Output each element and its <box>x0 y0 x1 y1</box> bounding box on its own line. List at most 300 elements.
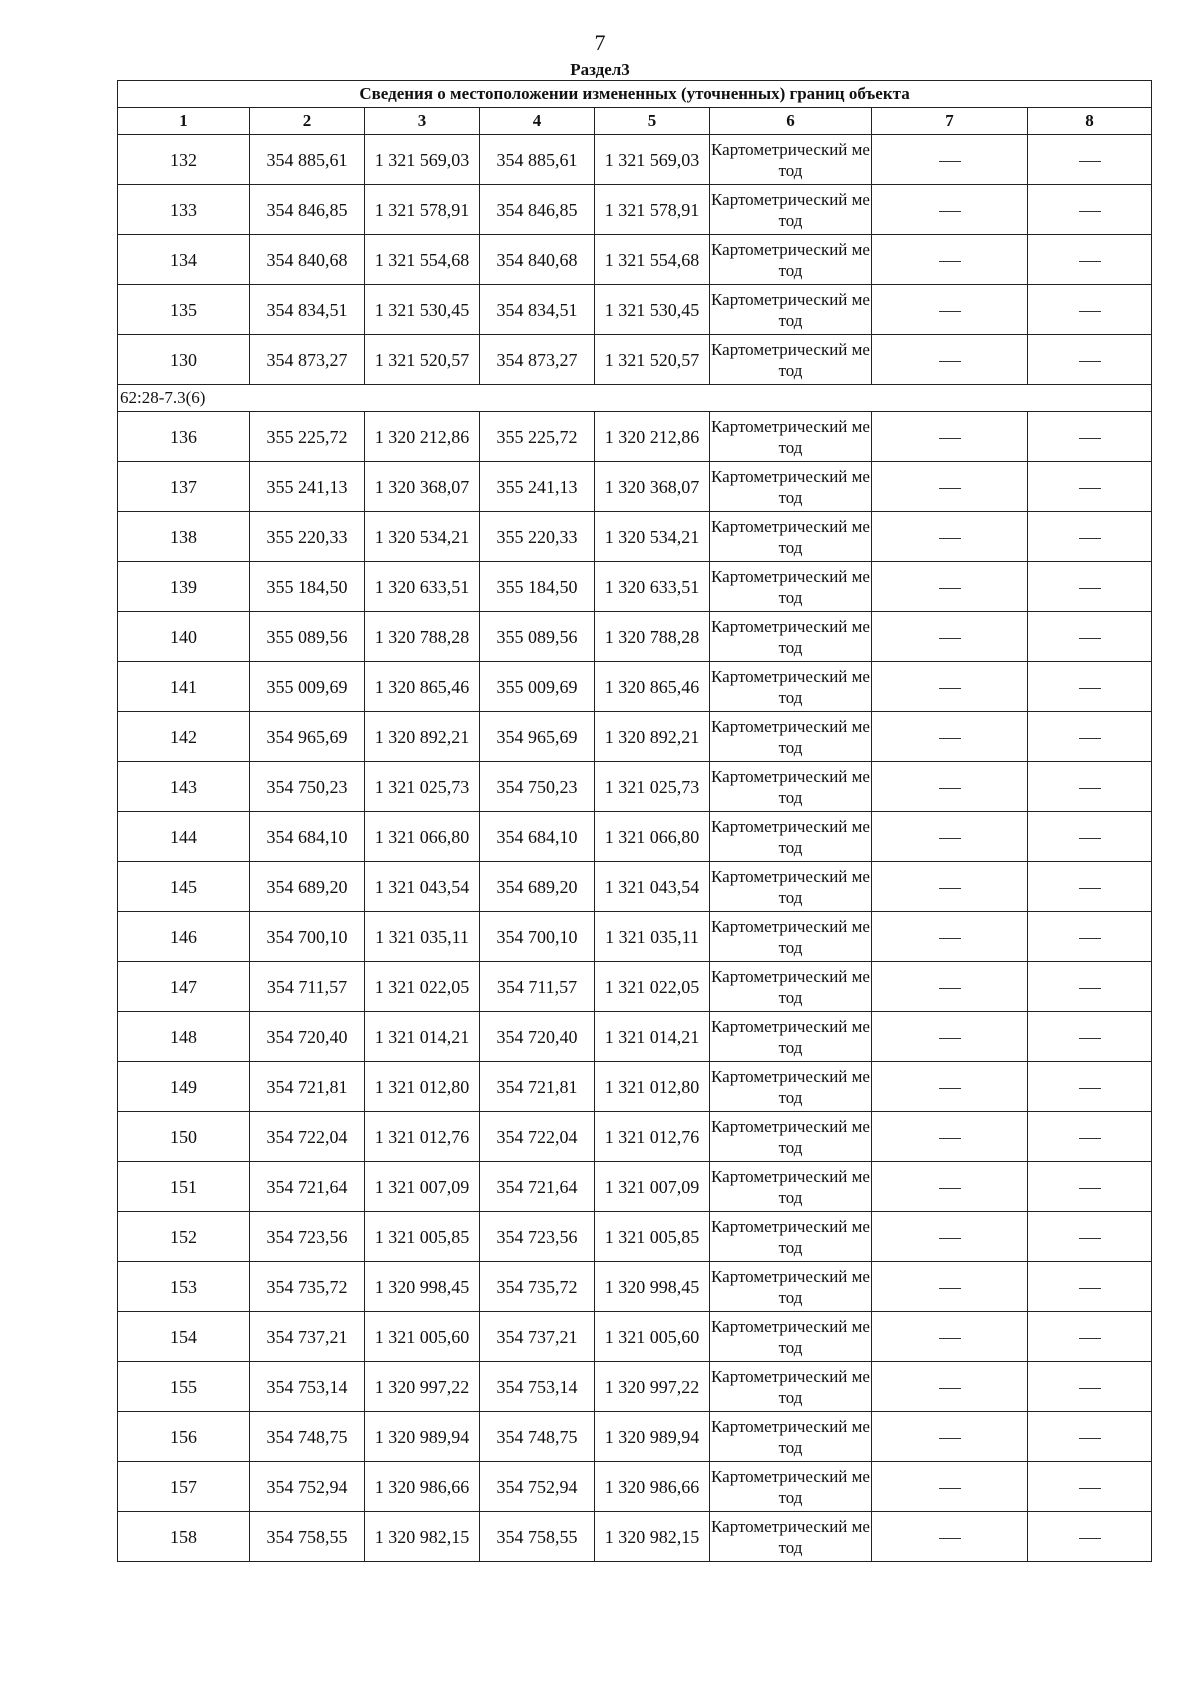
method-cell: Картометрический метод <box>710 962 872 1012</box>
coordinate-cell: 354 720,40 <box>250 1012 365 1062</box>
point-number-cell: 154 <box>118 1312 250 1362</box>
empty-value-cell <box>872 185 1028 235</box>
dash-mark <box>939 1488 961 1489</box>
dash-mark <box>1079 588 1101 589</box>
empty-value-cell <box>872 1062 1028 1112</box>
dash-mark <box>1079 1538 1101 1539</box>
method-cell: Картометрический метод <box>710 812 872 862</box>
dash-mark <box>1079 538 1101 539</box>
empty-value-cell <box>1028 562 1152 612</box>
empty-value-cell <box>1028 462 1152 512</box>
column-header-2: 2 <box>250 108 365 135</box>
dash-mark <box>939 488 961 489</box>
method-cell: Картометрический метод <box>710 1212 872 1262</box>
table-row <box>118 862 1152 912</box>
table-row <box>118 512 1152 562</box>
coordinate-cell: 354 752,94 <box>250 1462 365 1512</box>
empty-value-cell <box>1028 1112 1152 1162</box>
coordinate-cell: 355 241,13 <box>480 462 595 512</box>
point-number-cell: 157 <box>118 1462 250 1512</box>
dash-mark <box>939 311 961 312</box>
coordinate-cell: 1 321 578,91 <box>595 185 710 235</box>
empty-value-cell <box>872 462 1028 512</box>
coordinate-cell: 354 758,55 <box>480 1512 595 1562</box>
empty-value-cell <box>1028 1012 1152 1062</box>
empty-value-cell <box>872 1412 1028 1462</box>
coordinate-cell: 1 321 035,11 <box>595 912 710 962</box>
coordinate-cell: 354 750,23 <box>250 762 365 812</box>
coordinate-cell: 1 320 534,21 <box>365 512 480 562</box>
empty-value-cell <box>872 662 1028 712</box>
method-cell: Картометрический метод <box>710 1112 872 1162</box>
coordinate-cell: 1 321 012,80 <box>365 1062 480 1112</box>
coordinate-cell: 354 873,27 <box>250 335 365 385</box>
method-cell: Картометрический метод <box>710 462 872 512</box>
coordinate-cell: 1 321 569,03 <box>365 135 480 185</box>
method-cell: Картометрический метод <box>710 1362 872 1412</box>
table-row <box>118 1012 1152 1062</box>
coordinate-cell: 355 089,56 <box>480 612 595 662</box>
coordinate-cell: 1 321 012,76 <box>595 1112 710 1162</box>
point-number-cell: 158 <box>118 1512 250 1562</box>
coordinates-table <box>117 80 1152 1562</box>
method-cell: Картометрический метод <box>710 335 872 385</box>
point-number-cell: 132 <box>118 135 250 185</box>
dash-mark <box>939 1288 961 1289</box>
dash-mark <box>1079 361 1101 362</box>
coordinate-cell: 1 321 014,21 <box>365 1012 480 1062</box>
coordinate-cell: 1 321 005,85 <box>595 1212 710 1262</box>
empty-value-cell <box>872 235 1028 285</box>
coordinate-cell: 354 752,94 <box>480 1462 595 1512</box>
coordinate-cell: 1 320 997,22 <box>595 1362 710 1412</box>
point-number-cell: 152 <box>118 1212 250 1262</box>
coordinate-cell: 354 689,20 <box>250 862 365 912</box>
dash-mark <box>1079 938 1101 939</box>
coordinate-cell: 1 320 998,45 <box>365 1262 480 1312</box>
empty-value-cell <box>1028 1212 1152 1262</box>
dash-mark <box>1079 738 1101 739</box>
coordinate-cell: 355 220,33 <box>250 512 365 562</box>
empty-value-cell <box>1028 335 1152 385</box>
coordinate-cell: 1 321 554,68 <box>595 235 710 285</box>
coordinate-cell: 1 320 986,66 <box>365 1462 480 1512</box>
column-header-row <box>118 108 1152 135</box>
coordinate-cell: 1 321 025,73 <box>365 762 480 812</box>
dash-mark <box>939 638 961 639</box>
dash-mark <box>939 1438 961 1439</box>
empty-value-cell <box>872 1162 1028 1212</box>
dash-mark <box>939 588 961 589</box>
coordinate-cell: 354 735,72 <box>250 1262 365 1312</box>
coordinate-cell: 1 320 892,21 <box>595 712 710 762</box>
coordinate-cell: 354 846,85 <box>250 185 365 235</box>
dash-mark <box>939 211 961 212</box>
point-number-cell: 143 <box>118 762 250 812</box>
table-row <box>118 1362 1152 1412</box>
table-row <box>118 1112 1152 1162</box>
dash-mark <box>939 1388 961 1389</box>
table-body <box>118 135 1152 1562</box>
coordinate-cell: 1 320 368,07 <box>595 462 710 512</box>
coordinate-cell: 1 320 865,46 <box>365 662 480 712</box>
coordinate-cell: 355 184,50 <box>250 562 365 612</box>
dash-mark <box>1079 311 1101 312</box>
coordinate-cell: 354 758,55 <box>250 1512 365 1562</box>
empty-value-cell <box>872 1362 1028 1412</box>
coordinate-cell: 1 321 022,05 <box>365 962 480 1012</box>
point-number-cell: 146 <box>118 912 250 962</box>
dash-mark <box>1079 788 1101 789</box>
coordinate-cell: 1 320 865,46 <box>595 662 710 712</box>
table-row <box>118 662 1152 712</box>
coordinate-cell: 1 321 530,45 <box>595 285 710 335</box>
dash-mark <box>939 538 961 539</box>
coordinate-cell: 354 684,10 <box>250 812 365 862</box>
coordinate-cell: 354 723,56 <box>480 1212 595 1262</box>
empty-value-cell <box>872 562 1028 612</box>
point-number-cell: 139 <box>118 562 250 612</box>
coordinate-cell: 355 009,69 <box>250 662 365 712</box>
coordinate-cell: 1 320 986,66 <box>595 1462 710 1512</box>
dash-mark <box>1079 888 1101 889</box>
coordinate-cell: 1 321 554,68 <box>365 235 480 285</box>
coordinate-cell: 355 241,13 <box>250 462 365 512</box>
empty-value-cell <box>1028 135 1152 185</box>
point-number-cell: 145 <box>118 862 250 912</box>
table-row <box>118 235 1152 285</box>
method-cell: Картометрический метод <box>710 185 872 235</box>
empty-value-cell <box>872 1012 1028 1062</box>
coordinate-cell: 354 700,10 <box>250 912 365 962</box>
method-cell: Картометрический метод <box>710 1062 872 1112</box>
dash-mark <box>939 1138 961 1139</box>
empty-value-cell <box>1028 1412 1152 1462</box>
section-title: Раздел3 <box>570 60 630 79</box>
dash-mark <box>939 1238 961 1239</box>
point-number-cell: 156 <box>118 1412 250 1462</box>
point-number-cell: 147 <box>118 962 250 1012</box>
dash-mark <box>1079 1338 1101 1339</box>
coordinate-cell: 354 689,20 <box>480 862 595 912</box>
dash-mark <box>939 1338 961 1339</box>
dash-mark <box>939 838 961 839</box>
dash-mark <box>939 438 961 439</box>
dash-mark <box>1079 1238 1101 1239</box>
coordinate-cell: 1 321 520,57 <box>365 335 480 385</box>
coordinate-cell: 1 320 989,94 <box>595 1412 710 1462</box>
table-row <box>118 1412 1152 1462</box>
method-cell: Картометрический метод <box>710 235 872 285</box>
coordinate-cell: 1 321 014,21 <box>595 1012 710 1062</box>
empty-value-cell <box>872 335 1028 385</box>
group-label-row <box>118 385 1152 412</box>
coordinate-cell: 354 753,14 <box>480 1362 595 1412</box>
dash-mark <box>1079 1438 1101 1439</box>
coordinate-cell: 354 735,72 <box>480 1262 595 1312</box>
coordinate-cell: 354 722,04 <box>480 1112 595 1162</box>
coordinate-cell: 354 711,57 <box>480 962 595 1012</box>
dash-mark <box>939 161 961 162</box>
coordinate-cell: 354 873,27 <box>480 335 595 385</box>
dash-mark <box>939 1538 961 1539</box>
point-number-cell: 140 <box>118 612 250 662</box>
method-cell: Картометрический метод <box>710 662 872 712</box>
table-row <box>118 185 1152 235</box>
empty-value-cell <box>872 285 1028 335</box>
method-cell: Картометрический метод <box>710 612 872 662</box>
method-cell: Картометрический метод <box>710 1162 872 1212</box>
coordinate-cell: 354 723,56 <box>250 1212 365 1262</box>
coordinate-cell: 354 750,23 <box>480 762 595 812</box>
coordinate-cell: 355 225,72 <box>250 412 365 462</box>
coordinate-cell: 354 840,68 <box>480 235 595 285</box>
empty-value-cell <box>872 612 1028 662</box>
table-row <box>118 335 1152 385</box>
coordinate-cell: 354 700,10 <box>480 912 595 962</box>
coordinate-cell: 355 089,56 <box>250 612 365 662</box>
empty-value-cell <box>872 712 1028 762</box>
table-row <box>118 1262 1152 1312</box>
dash-mark <box>1079 1388 1101 1389</box>
coordinate-cell: 354 711,57 <box>250 962 365 1012</box>
empty-value-cell <box>872 862 1028 912</box>
empty-value-cell <box>1028 612 1152 662</box>
empty-value-cell <box>1028 1312 1152 1362</box>
coordinate-cell: 354 965,69 <box>480 712 595 762</box>
empty-value-cell <box>872 912 1028 962</box>
dash-mark <box>1079 438 1101 439</box>
coordinate-cell: 1 320 212,86 <box>365 412 480 462</box>
coordinate-cell: 1 321 012,80 <box>595 1062 710 1112</box>
empty-value-cell <box>1028 1512 1152 1562</box>
coordinate-cell: 1 321 043,54 <box>595 862 710 912</box>
dash-mark <box>939 1188 961 1189</box>
dash-mark <box>1079 1088 1101 1089</box>
coordinate-cell: 354 885,61 <box>480 135 595 185</box>
coordinate-cell: 354 834,51 <box>250 285 365 335</box>
empty-value-cell <box>872 1112 1028 1162</box>
method-cell: Картометрический метод <box>710 1312 872 1362</box>
coordinate-cell: 1 320 788,28 <box>595 612 710 662</box>
dash-mark <box>939 788 961 789</box>
coordinate-cell: 1 321 578,91 <box>365 185 480 235</box>
coordinate-cell: 354 721,64 <box>250 1162 365 1212</box>
dash-mark <box>1079 488 1101 489</box>
point-number-cell: 130 <box>118 335 250 385</box>
method-cell: Картометрический метод <box>710 762 872 812</box>
coordinate-cell: 1 321 012,76 <box>365 1112 480 1162</box>
coordinate-cell: 1 321 005,60 <box>595 1312 710 1362</box>
empty-value-cell <box>872 135 1028 185</box>
empty-value-cell <box>872 1262 1028 1312</box>
coordinate-cell: 1 321 043,54 <box>365 862 480 912</box>
method-cell: Картометрический метод <box>710 912 872 962</box>
coordinate-cell: 355 220,33 <box>480 512 595 562</box>
group-label: 62:28-7.3(6) <box>118 385 1152 412</box>
method-cell: Картометрический метод <box>710 1462 872 1512</box>
method-cell: Картометрический метод <box>710 562 872 612</box>
coordinate-cell: 354 721,81 <box>250 1062 365 1112</box>
dash-mark <box>1079 638 1101 639</box>
method-cell: Картометрический метод <box>710 285 872 335</box>
empty-value-cell <box>1028 862 1152 912</box>
table-row <box>118 135 1152 185</box>
coordinate-cell: 1 320 788,28 <box>365 612 480 662</box>
coordinate-cell: 1 321 530,45 <box>365 285 480 335</box>
dash-mark <box>1079 1138 1101 1139</box>
method-cell: Картометрический метод <box>710 862 872 912</box>
empty-value-cell <box>872 1212 1028 1262</box>
coordinate-cell: 354 748,75 <box>250 1412 365 1462</box>
coordinate-cell: 354 684,10 <box>480 812 595 862</box>
table-row <box>118 412 1152 462</box>
coordinate-cell: 354 885,61 <box>250 135 365 185</box>
dash-mark <box>939 988 961 989</box>
empty-value-cell <box>1028 285 1152 335</box>
coordinate-cell: 1 320 368,07 <box>365 462 480 512</box>
table-row <box>118 1462 1152 1512</box>
empty-value-cell <box>1028 1462 1152 1512</box>
table-row <box>118 762 1152 812</box>
point-number-cell: 142 <box>118 712 250 762</box>
method-cell: Картометрический метод <box>710 512 872 562</box>
dash-mark <box>1079 161 1101 162</box>
coordinate-cell: 1 321 005,85 <box>365 1212 480 1262</box>
point-number-cell: 136 <box>118 412 250 462</box>
coordinate-cell: 354 722,04 <box>250 1112 365 1162</box>
coordinate-cell: 1 320 892,21 <box>365 712 480 762</box>
coordinate-cell: 1 321 569,03 <box>595 135 710 185</box>
dash-mark <box>939 361 961 362</box>
empty-value-cell <box>872 512 1028 562</box>
coordinate-cell: 354 720,40 <box>480 1012 595 1062</box>
coordinate-cell: 1 320 534,21 <box>595 512 710 562</box>
coordinate-cell: 1 320 633,51 <box>365 562 480 612</box>
empty-value-cell <box>1028 712 1152 762</box>
column-header-6: 6 <box>710 108 872 135</box>
empty-value-cell <box>1028 1062 1152 1112</box>
empty-value-cell <box>872 412 1028 462</box>
dash-mark <box>1079 838 1101 839</box>
point-number-cell: 148 <box>118 1012 250 1062</box>
dash-mark <box>1079 211 1101 212</box>
point-number-cell: 144 <box>118 812 250 862</box>
coordinate-cell: 1 321 025,73 <box>595 762 710 812</box>
table-row <box>118 562 1152 612</box>
dash-mark <box>1079 261 1101 262</box>
point-number-cell: 151 <box>118 1162 250 1212</box>
table-row <box>118 1312 1152 1362</box>
method-cell: Картометрический метод <box>710 135 872 185</box>
method-cell: Картометрический метод <box>710 1512 872 1562</box>
dash-mark <box>1079 1288 1101 1289</box>
column-header-1: 1 <box>118 108 250 135</box>
point-number-cell: 153 <box>118 1262 250 1312</box>
coordinate-cell: 1 321 035,11 <box>365 912 480 962</box>
empty-value-cell <box>872 1462 1028 1512</box>
empty-value-cell <box>872 1312 1028 1362</box>
point-number-cell: 133 <box>118 185 250 235</box>
empty-value-cell <box>1028 1262 1152 1312</box>
dash-mark <box>939 888 961 889</box>
point-number-cell: 138 <box>118 512 250 562</box>
coordinate-cell: 354 721,81 <box>480 1062 595 1112</box>
coordinate-cell: 354 965,69 <box>250 712 365 762</box>
method-cell: Картометрический метод <box>710 1412 872 1462</box>
empty-value-cell <box>1028 962 1152 1012</box>
table-row <box>118 962 1152 1012</box>
empty-value-cell <box>1028 1362 1152 1412</box>
coordinate-cell: 1 320 982,15 <box>365 1512 480 1562</box>
point-number-cell: 141 <box>118 662 250 712</box>
empty-value-cell <box>872 1512 1028 1562</box>
empty-value-cell <box>1028 412 1152 462</box>
point-number-cell: 150 <box>118 1112 250 1162</box>
dash-mark <box>1079 688 1101 689</box>
point-number-cell: 155 <box>118 1362 250 1412</box>
coordinate-cell: 354 737,21 <box>480 1312 595 1362</box>
coordinate-cell: 1 321 520,57 <box>595 335 710 385</box>
empty-value-cell <box>1028 812 1152 862</box>
table-row <box>118 1212 1152 1262</box>
coordinate-cell: 1 321 007,09 <box>365 1162 480 1212</box>
point-number-cell: 137 <box>118 462 250 512</box>
coordinate-cell: 1 320 997,22 <box>365 1362 480 1412</box>
column-header-3: 3 <box>365 108 480 135</box>
coordinate-cell: 355 184,50 <box>480 562 595 612</box>
coordinate-cell: 355 225,72 <box>480 412 595 462</box>
coordinate-cell: 354 748,75 <box>480 1412 595 1462</box>
empty-value-cell <box>1028 185 1152 235</box>
empty-value-cell <box>1028 512 1152 562</box>
table-row <box>118 612 1152 662</box>
table-row <box>118 462 1152 512</box>
dash-mark <box>1079 1038 1101 1039</box>
table-row <box>118 1162 1152 1212</box>
dash-mark <box>939 261 961 262</box>
empty-value-cell <box>1028 662 1152 712</box>
empty-value-cell <box>872 812 1028 862</box>
dash-mark <box>939 938 961 939</box>
empty-value-cell <box>872 962 1028 1012</box>
empty-value-cell <box>1028 235 1152 285</box>
coordinate-cell: 354 737,21 <box>250 1312 365 1362</box>
table-row <box>118 812 1152 862</box>
coordinate-cell: 1 320 212,86 <box>595 412 710 462</box>
dash-mark <box>939 738 961 739</box>
coordinate-cell: 1 320 633,51 <box>595 562 710 612</box>
column-header-4: 4 <box>480 108 595 135</box>
method-cell: Картометрический метод <box>710 1262 872 1312</box>
column-header-5: 5 <box>595 108 710 135</box>
coordinate-cell: 1 320 989,94 <box>365 1412 480 1462</box>
dash-mark <box>939 688 961 689</box>
coordinate-cell: 1 321 066,80 <box>595 812 710 862</box>
empty-value-cell <box>1028 912 1152 962</box>
dash-mark <box>1079 1488 1101 1489</box>
table-row <box>118 1512 1152 1562</box>
coordinate-cell: 1 321 022,05 <box>595 962 710 1012</box>
dash-mark <box>1079 988 1101 989</box>
coordinate-cell: 1 320 982,15 <box>595 1512 710 1562</box>
column-header-8: 8 <box>1028 108 1152 135</box>
table-row <box>118 912 1152 962</box>
coordinate-cell: 354 753,14 <box>250 1362 365 1412</box>
table-row <box>118 285 1152 335</box>
empty-value-cell <box>1028 762 1152 812</box>
coordinate-cell: 354 834,51 <box>480 285 595 335</box>
